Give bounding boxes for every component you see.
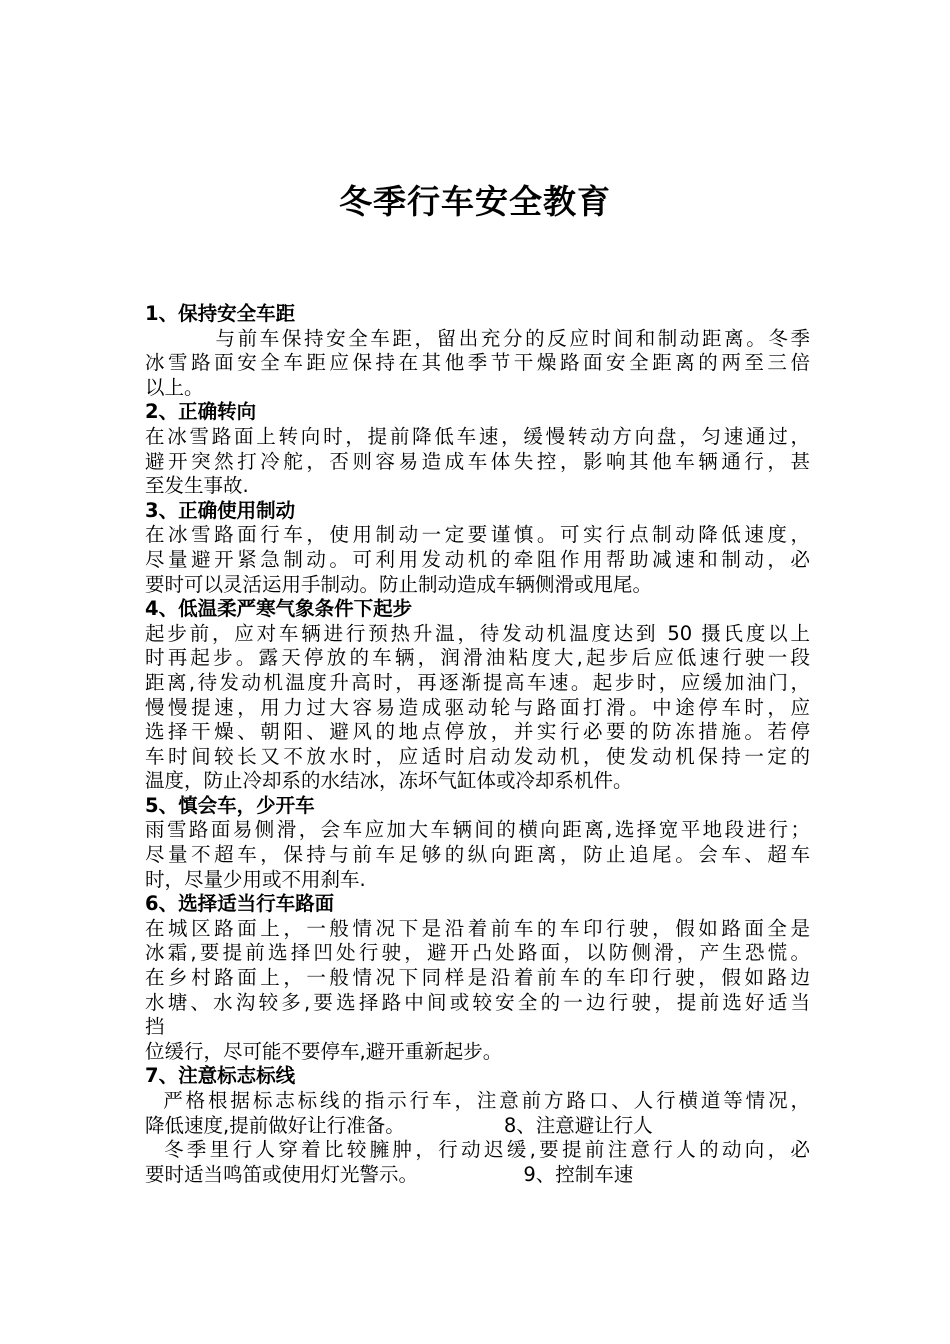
text-line: 在冰雪路面行车，使用制动一定要谨慎。可实行点制动降低速度， xyxy=(145,523,810,547)
text-line: 冰雪路面安全车距应保持在其他季节干燥路面安全距离的两至三倍 xyxy=(145,351,810,375)
text-line: 要时可以灵活运用手制动。防止制动造成车辆侧滑或甩尾。 xyxy=(145,572,653,596)
text-line: 严格根据标志标线的指示行车，注意前方路口、人行横道等情况， xyxy=(145,1089,810,1112)
text-line: 挡 xyxy=(145,1015,165,1039)
text-line: 冬季里行人穿着比较臃肿，行动迟缓,要提前注意行人的动向，必 xyxy=(145,1138,810,1162)
section-heading: 4、低温柔严寒气象条件下起步 xyxy=(145,597,413,621)
text-line: 车时间较长又不放水时，应适时启动发动机，使发动机保持一定的 xyxy=(145,744,810,768)
section-heading: 2、正确转向 xyxy=(145,400,257,424)
section-heading: 3、正确使用制动 xyxy=(145,498,296,522)
text-line: 尽量不超车，保持与前车足够的纵向距离，防止追尾。会车、超车 xyxy=(145,843,810,867)
text-line: 至发生事故. xyxy=(145,474,249,498)
text-line: 选择干燥、朝阳、避风的地点停放，并实行必要的防冻措施。若停 xyxy=(145,720,810,744)
text-line: 时，尽量少用或不用刹车. xyxy=(145,867,366,891)
text-line: 水塘、水沟较多,要选择路中间或较安全的一边行驶，提前选好适当 xyxy=(145,990,810,1014)
text-line: 温度，防止冷却系的水结冰，冻坏气缸体或冷却系机件。 xyxy=(145,769,633,793)
text-line: 避开突然打冷舵，否则容易造成车体失控，影响其他车辆通行，甚 xyxy=(145,449,810,473)
text-line: 冰霜,要提前选择凹处行驶，避开凸处路面，以防侧滑，产生恐慌。 xyxy=(145,941,810,965)
text-line: 慢慢提速，用力过大容易造成驱动轮与路面打滑。中途停车时，应 xyxy=(145,695,810,719)
section-heading: 1、保持安全车距 xyxy=(145,302,296,325)
text-line: 雨雪路面易侧滑，会车应加大车辆间的横向距离,选择宽平地段进行； xyxy=(145,818,810,842)
text-line: 以上。 xyxy=(145,375,204,399)
section-heading: 6、选择适当行车路面 xyxy=(145,892,335,916)
text-line: 在乡村路面上，一般情况下同样是沿着前车的车印行驶，假如路边 xyxy=(145,966,810,990)
text-line: 位缓行，尽可能不要停车,避开重新起步。 xyxy=(145,1039,503,1063)
text-line: 起步前，应对车辆进行预热升温，待发动机温度达到 50 摄氏度以上 xyxy=(145,621,810,645)
text-line: 在冰雪路面上转向时，提前降低车速，缓慢转动方向盘，匀速通过， xyxy=(145,424,810,448)
section-heading: 7、注意标志标线 xyxy=(145,1064,296,1088)
section-heading: 5、慎会车，少开车 xyxy=(145,793,315,817)
text-line: 要时适当鸣笛或使用灯光警示。 9、控制车速 xyxy=(145,1162,634,1186)
page-title: 冬季行车安全教育 xyxy=(339,182,611,221)
text-line: 降低速度,提前做好让行准备。 8、注意避让行人 xyxy=(145,1113,653,1137)
text-line: 尽量避开紧急制动。可利用发动机的牵阻作用帮助减速和制动，必 xyxy=(145,547,810,571)
text-line: 距离,待发动机温度升高时，再逐渐提高车速。起步时，应缓加油门， xyxy=(145,670,810,694)
text-line: 与前车保持安全车距，留出充分的反应时间和制动距离。冬季 xyxy=(145,326,810,350)
text-line: 时再起步。露天停放的车辆，润滑油粘度大,起步后应低速行驶一段 xyxy=(145,646,810,670)
document-body xyxy=(145,302,810,1187)
text-line: 在城区路面上，一般情况下是沿着前车的车印行驶，假如路面全是 xyxy=(145,916,810,940)
